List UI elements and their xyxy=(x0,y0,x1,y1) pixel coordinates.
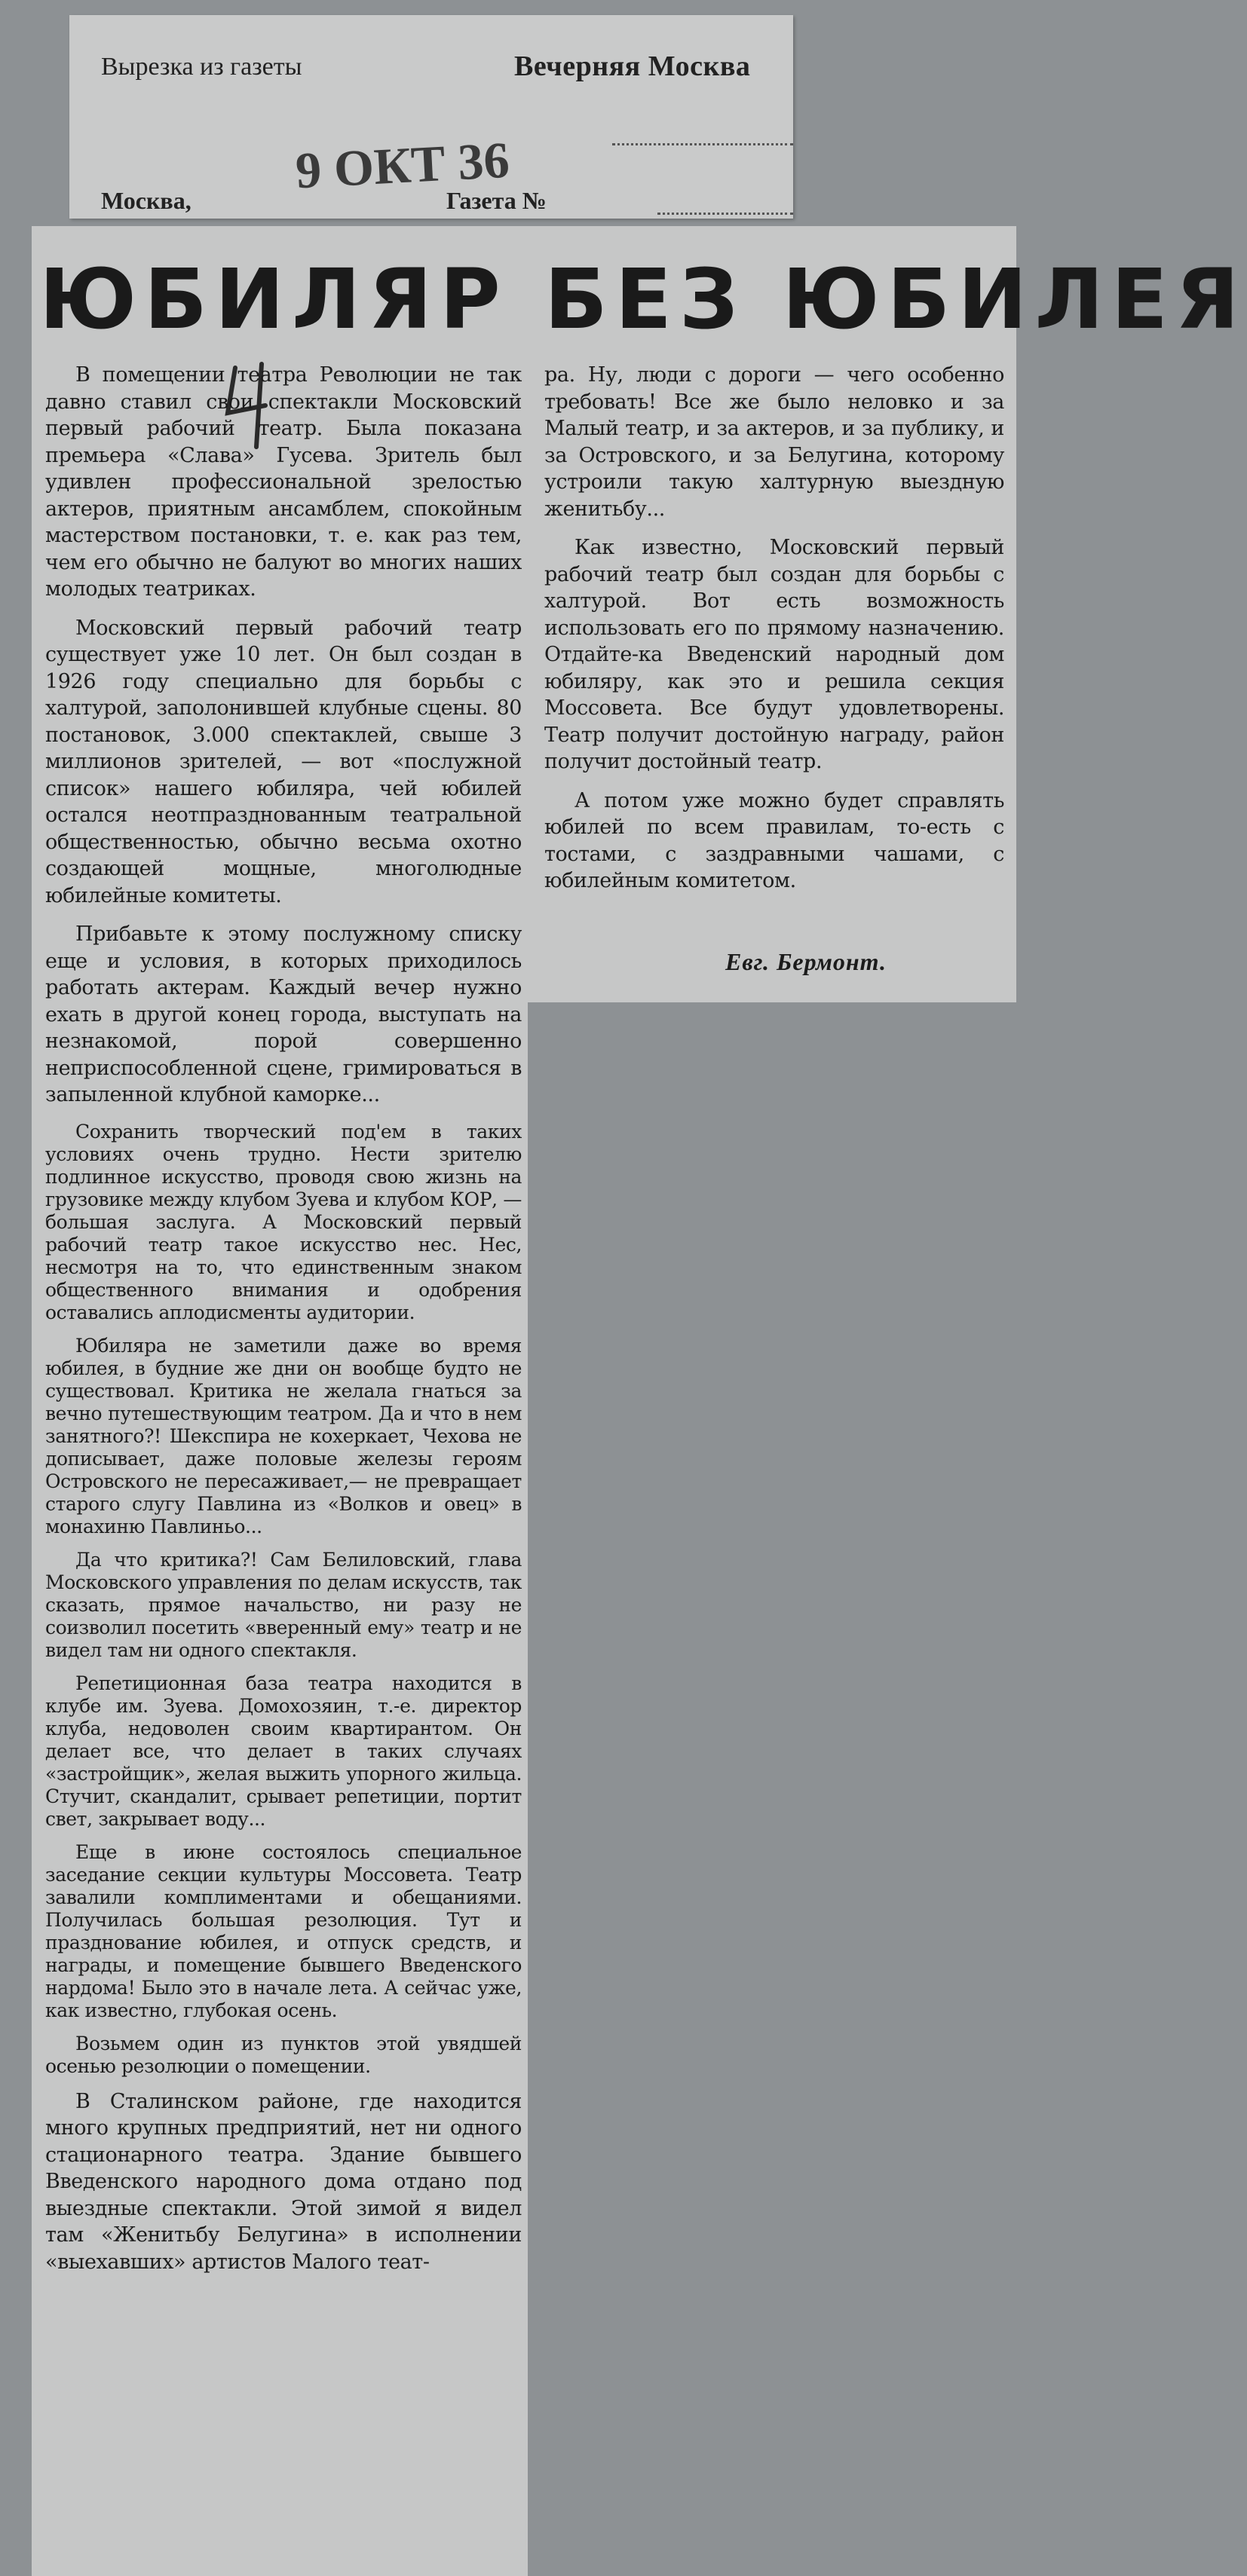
gazeta-number-label: Газета № xyxy=(446,187,547,214)
clipping-label xyxy=(69,15,793,219)
paragraph: Да что критика?! Сам Белиловский, глава Московского управления по делам искусств, так сказать, прямое начальство, ни разу не соизволил посетить «вверенный ему» театр и не видел там ни одного спектакля. xyxy=(45,1548,522,1661)
dotted-line xyxy=(657,213,793,215)
paragraph: Юбиляра не заметили даже во время юбилея, в будние же дни он вообще будто не существовал. Критика не желала гнаться за вечно путешествующим театром. Да и что в нем занятного?! Шекспира не кохеркает, Чехова не дописывает, даже половые железы героям Островского не пересаживает,— не превращает старого слугу Павлина из «Волков и овец» в монахиню Павлиньо... xyxy=(45,1334,522,1537)
date-stamp: 9 ОКТ 36 xyxy=(294,130,511,200)
paragraph: Как известно, Московский первый рабочий театр был создан для борьбы с халтурой. Вот есть возможность использовать его по прямому назначению. Отдайте-ка Введенский народный дом юбиляру, как это и решила секция Моссовета. Все будут удовлетворены. Театр получит достойную награду, район получит достойный театр. xyxy=(544,536,1004,773)
paragraph: ра. Ну, люди с дороги — чего особенно требовать! Все же было неловко и за Малый театр, и за актеров, и за публику, и за Островского, и за Белугина, которому устроили такую халтурную выездную женитьбу... xyxy=(544,363,1004,521)
paragraph: Московский первый рабочий театр существует уже 10 лет. Он был создан в 1926 году специально для борьбы с халтурой, заполонившей клубные сцены. 80 постановок, 3.000 спектаклей, свыше 3 миллионов зрителей, — вот «послужной список» нашего юбиляра, чей юбилей остался неотпразднованным театральной общественностью, обычно весьма охотно создающей мощные, многолюдные юбилейные комитеты. xyxy=(45,616,522,907)
paragraph: Прибавьте к этому послужному списку еще и условия, в которых приходилось работать актерам. Каждый вечер нужно ехать в другой конец города, выступать на незнакомой, порой совершенно неприспособленной сцене, гримироваться в запыленной клубной каморке... xyxy=(45,922,522,1106)
paragraph: В Сталинском районе, где находится много крупных предприятий, нет ни одного стационарного театра. Здание бывшего Введенского народного дома отдано под выездные спектакли. Этой зимой я видел там «Женитьбу Белугина» в исполнении «выехавших» артистов Малого теат- xyxy=(45,2089,522,2274)
city-label: Москва, xyxy=(101,187,191,214)
newspaper-article xyxy=(32,226,1247,2576)
paragraph: А потом уже можно будет справлять юбилей по всем правилам, то-есть с тостами, с заздравными чашами, с юбилейным комитетом. xyxy=(544,788,1004,892)
paragraph: Репетиционная база театра находится в клубе им. Зуева. Домохозяин, т.-е. директор клуба, недоволен своим квартирантом. Он делает все, что делает в таких случаях «застройщик», желая выжить упорного жильца. Стучит, скандалит, срывает репетиции, портит свет, закрывает воду... xyxy=(45,1672,522,1830)
paragraph: Возьмем один из пунктов этой увядшей осенью резолюции о помещении. xyxy=(45,2032,522,2077)
paragraph: В помещении театра Революции не так давно ставил свои спектакли Московский первый рабочий театр. Была показана премьера «Слава» Гусева. Зритель был удивлен профессиональной зрелостью актеров, приятным ансамблем, спокойным мастерством постановки, т. е. как раз тем, чем его обычно не балуют во многих наших молодых театриках. xyxy=(45,363,522,601)
paragraph: Сохранить творческий под'ем в таких условиях очень трудно. Нести зрителю подлинное искусство, проводя свою жизнь на грузовике между клубом Зуева и клубом КОР, — большая заслуга. А Московский первый рабочий театр такое искусство нес. Нес, несмотря на то, что единственным знаком общественного внимания и одобрения оставались аплодисменты аудитории. xyxy=(45,1120,522,1323)
left-column xyxy=(45,362,522,2287)
newspaper-name: Вечерняя Москва xyxy=(514,50,751,82)
dotted-line xyxy=(612,143,793,145)
cut-from-label: Вырезка из газеты xyxy=(101,53,302,81)
article-headline: ЮБИЛЯР БЕЗ ЮБИЛЕЯ xyxy=(39,251,1247,347)
paragraph: Еще в июне состоялось специальное заседание секции культуры Моссовета. Театр завалили комплиментами и обещаниями. Получилась большая резолюция. Тут и празднование юбилея, и отпуск средств, и награды, и помещение бывшего Введенского нардома! Было это в начале лета. А сейчас уже, как известно, глубокая осень. xyxy=(45,1840,522,2021)
right-column xyxy=(544,362,1004,907)
author-byline: Евг. Бермонт. xyxy=(725,948,887,975)
